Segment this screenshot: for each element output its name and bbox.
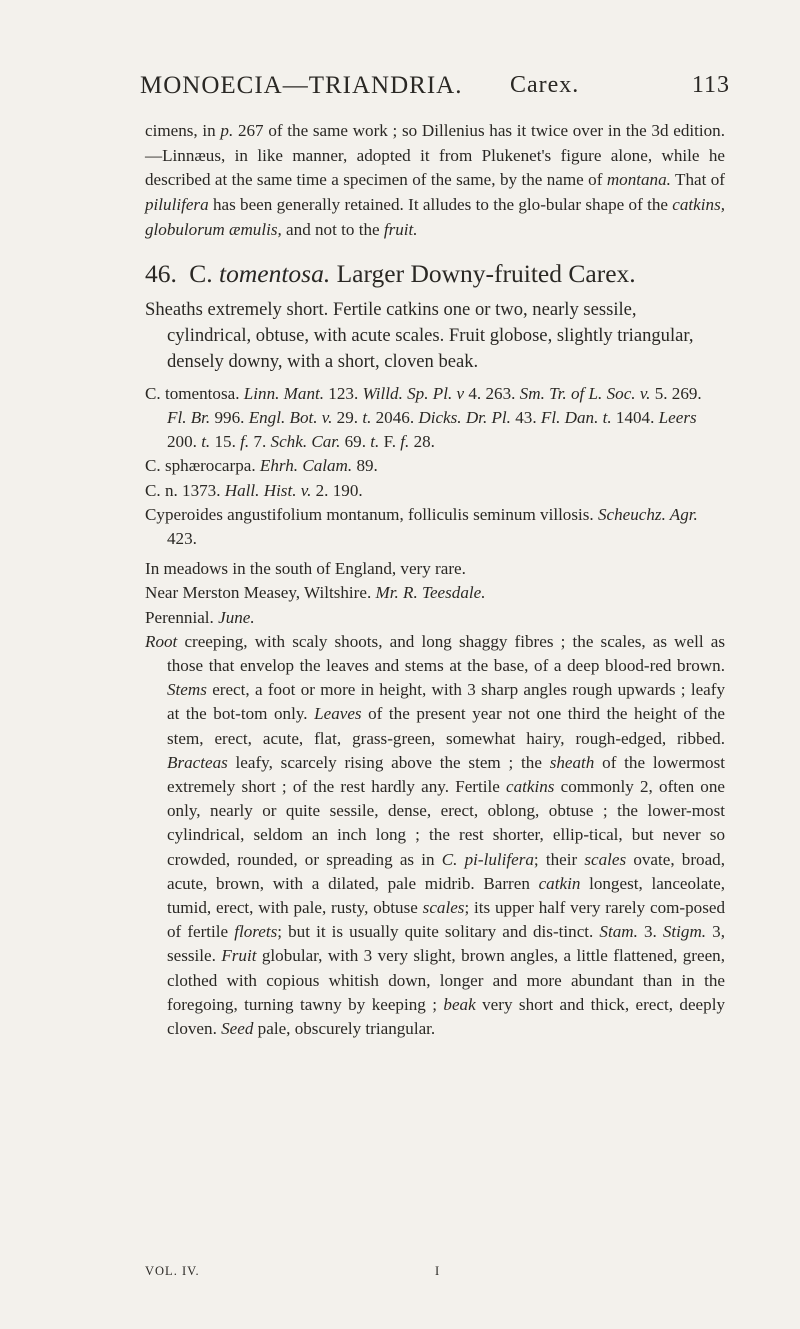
signature-mark: I [435,1264,441,1278]
species-heading [145,259,725,289]
species-genus: C. [189,258,213,288]
citation-1: C. tomentosa. Linn. Mant. 123. Willd. Sp. Pl. v 4. 263. Sm. Tr. of L. Soc. v. 5. 269. Fl. Br. 996. Engl. Bot. v. 29. t. 2046. Dicks. Dr. Pl. 43. Fl. Dan. t. 1404. Leers 200. t. 15. f. 7. Schk. Car. 69. t. F. f. 28. [145,383,702,452]
diagnosis: Sheaths extremely short. Fertile catkins one or two, nearly sessile, cylindrical, obtuse, with acute scales. Fruit globose, slightly triangular, densely downy, with a short, cloven beak. [145,298,694,373]
locality-line: Near Merston Measey, Wiltshire. Mr. R. Teesdale. [145,583,486,603]
body-text [145,119,725,1041]
citation-3: C. n. 1373. Hall. Hist. v. 2. 190. [145,480,363,500]
species-number: 46. [145,258,177,288]
synonymy-citations [145,382,725,551]
citation-2: C. sphærocarpa. Ehrh. Calam. 89. [145,456,378,476]
species-common-name: Larger Downy-fruited Carex. [336,258,636,288]
description: Root creeping, with scaly shoots, and long shaggy fibres ; the scales, as well as those that envelop the leaves and stems at the base, of a deep blood-red brown. Stems erect, a foot or more in height, with 3 sharp angles rough upwards ; leafy at the bot-tom only. Leaves of the present year not one third the height of the stem, erect, acute, flat, grass-green, somewhat hairy, rough-edged, ribbed. Bracteas leafy, scarcely rising above the stem ; the sheath of the lowermost extremely short ; of the rest hardly any. Fertile catkins commonly 2, often one only, nearly or quite sessile, dense, erect, oblong, obtuse ; the lower-most cylindrical, seldom an inch long ; the rest shorter, ellip-tical, but never so crowded, rounded, or spreading as in C. pi-lulifera; their scales ovate, broad, acute, brown, with a dilated, pale midrib. Barren catkin longest, lanceolate, tumid, erect, with pale, rusty, obtuse scales; its upper half very rarely com-posed of fertile florets; but it is usually quite solitary and dis-tinct. Stam. 3. Stigm. 3, sessile. Fruit globular, with 3 very slight, brown angles, a little flattened, green, clothed with copious whitish down, longer and more abundant than in the foregoing, turning tawny by keeping ; beak very short and thick, erect, deeply cloven. Seed pale, obscurely triangular. [145,631,726,1039]
intro-paragraph: cimens, in p. 267 of the same work ; so Dillenius has it twice over in the 3d edition.—Linnæus, in like manner, adopted it from Plukenet's figure alone, while he described at the same time a specimen of the same, by the name of montana. That of pilulifera has been generally retained. It alludes to the glo-bular shape of the catkins, globulorum æmulis, and not to the fruit. [145,121,725,239]
running-genus: Carex. [510,72,580,98]
volume-mark: VOL. IV. [145,1264,200,1278]
habitat-line: In meadows in the south of England, very rare. [145,559,466,579]
page-number: 113 [691,72,730,98]
citation-4: Cyperoides angustifolium montanum, folliculis seminum villosis. Scheuchz. Agr. 423. [145,504,698,548]
species-epithet: tomentosa. [219,258,331,288]
running-title: MONOECIA—TRIANDRIA. [140,72,463,99]
habitat-notes [145,557,725,630]
duration-line: Perennial. June. [145,607,255,627]
